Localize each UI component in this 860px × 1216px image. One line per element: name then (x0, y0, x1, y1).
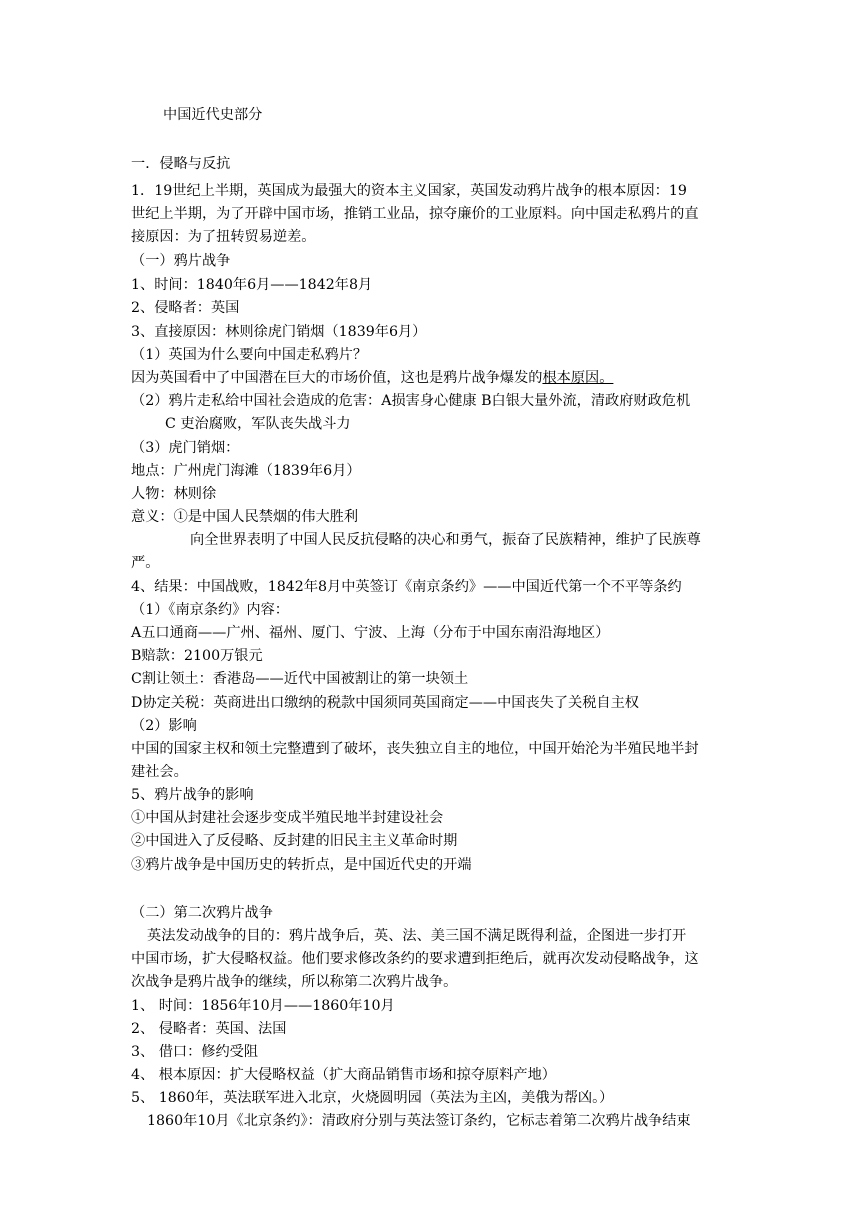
text-line: （3）虎门销烟： (131, 440, 240, 456)
text-line: ③鸦片战争是中国历史的转折点，是中国近代史的开端 (131, 857, 472, 873)
subsection-heading: （二）第二次鸦片战争 (131, 905, 273, 921)
text-line: 1、 时间：1856年10月——1860年10月 (131, 998, 395, 1014)
text-line: 5、 1860年，英法联军进入北京，火烧圆明园（英法为主凶，美俄为帮凶。） (131, 1090, 614, 1106)
text-line: （2）影响 (131, 718, 197, 734)
page-title: 中国近代史部分 (163, 107, 263, 123)
text-line: A五口通商——广州、福州、厦门、宁波、上海（分布于中国东南沿海地区） (131, 625, 610, 641)
text-line: ②中国进入了反侵略、反封建的旧民主主义革命时期 (131, 833, 458, 849)
text-line: 5、鸦片战争的影响 (131, 787, 254, 803)
text-line: 2、 侵略者：英国、法国 (131, 1021, 287, 1037)
text-line: 4、 根本原因：扩大侵略权益（扩大商品销售市场和掠夺原料产地） (131, 1067, 556, 1083)
text-line: 中国市场，扩大侵略权益。他们要求修改条约的要求遭到拒绝后，就再次发动侵略战争，这 (131, 951, 699, 967)
text-line: C 吏治腐败，军队丧失战斗力 (165, 416, 351, 432)
text-line: ①中国从封建社会逐步变成半殖民地半封建设社会 (131, 810, 444, 826)
text-line: 向全世界表明了中国人民反抗侵略的决心和勇气，振奋了民族精神，维护了民族尊 (190, 532, 701, 548)
text-line: 1．19世纪上半期，英国成为最强大的资本主义国家，英国发动鸦片战争的根本原因：19 (131, 183, 687, 199)
text-line: 英法发动战争的目的：鸦片战争后，英、法、美三国不满足既得利益，企图进一步打开 (147, 928, 687, 944)
text-line: 4、结果：中国战败，1842年8月中英签订《南京条约》——中国近代第一个不平等条约 (131, 579, 682, 595)
section-heading: 一．侵略与反抗 (131, 156, 231, 172)
text-line (131, 367, 741, 389)
text-line: 人物：林则徐 (131, 486, 217, 502)
text-line: （2）鸦片走私给中国社会造成的危害：A损害身心健康 B白银大量外流，清政府财政危机 (131, 393, 691, 409)
text-line: 1860年10月《北京条约》：清政府分别与英法签订条约，它标志着第二次鸦片战争结束 (147, 1113, 691, 1129)
text-line: 严。 (131, 555, 160, 571)
text-line: 地点：广州虎门海滩（1839年6月） (131, 463, 361, 479)
text-line: B赔款：2100万银元 (131, 648, 263, 664)
text-span: 因为英国看中了中国潜在巨大的市场价值，这也是鸦片战争爆发的 (131, 370, 543, 386)
text-line: D协定关税：英商进出口缴纳的税款中国须同英国商定——中国丧失了关税自主权 (131, 695, 639, 711)
text-line: 3、直接原因：林则徐虎门销烟（1839年6月） (131, 324, 427, 340)
text-line: 次战争是鸦片战争的继续，所以称第二次鸦片战争。 (131, 974, 458, 990)
text-line: 意义：①是中国人民禁烟的伟大胜利 (131, 509, 359, 525)
text-line: 1、时间：1840年6月——1842年8月 (131, 277, 373, 293)
text-line: （1）英国为什么要向中国走私鸦片？ (131, 347, 368, 363)
text-line: 世纪上半期，为了开辟中国市场，推销工业品，掠夺廉价的工业原料。向中国走私鸦片的直 (131, 206, 699, 222)
text-line: 接原因：为了扭转贸易逆差。 (131, 229, 316, 245)
text-line: （1）《南京条约》内容： (131, 602, 289, 618)
subsection-heading: （一）鸦片战争 (131, 253, 231, 269)
text-line: 3、 借口：修约受阻 (131, 1044, 259, 1060)
text-line: 建社会。 (131, 764, 188, 780)
text-line: 中国的国家主权和领土完整遭到了破坏，丧失独立自主的地位，中国开始沦为半殖民地半封 (131, 741, 699, 757)
text-line: C割让领土：香港岛——近代中国被割让的第一块领土 (131, 671, 469, 687)
underlined-text: 根本原因。 (542, 370, 614, 386)
text-line: 2、侵略者：英国 (131, 300, 240, 316)
